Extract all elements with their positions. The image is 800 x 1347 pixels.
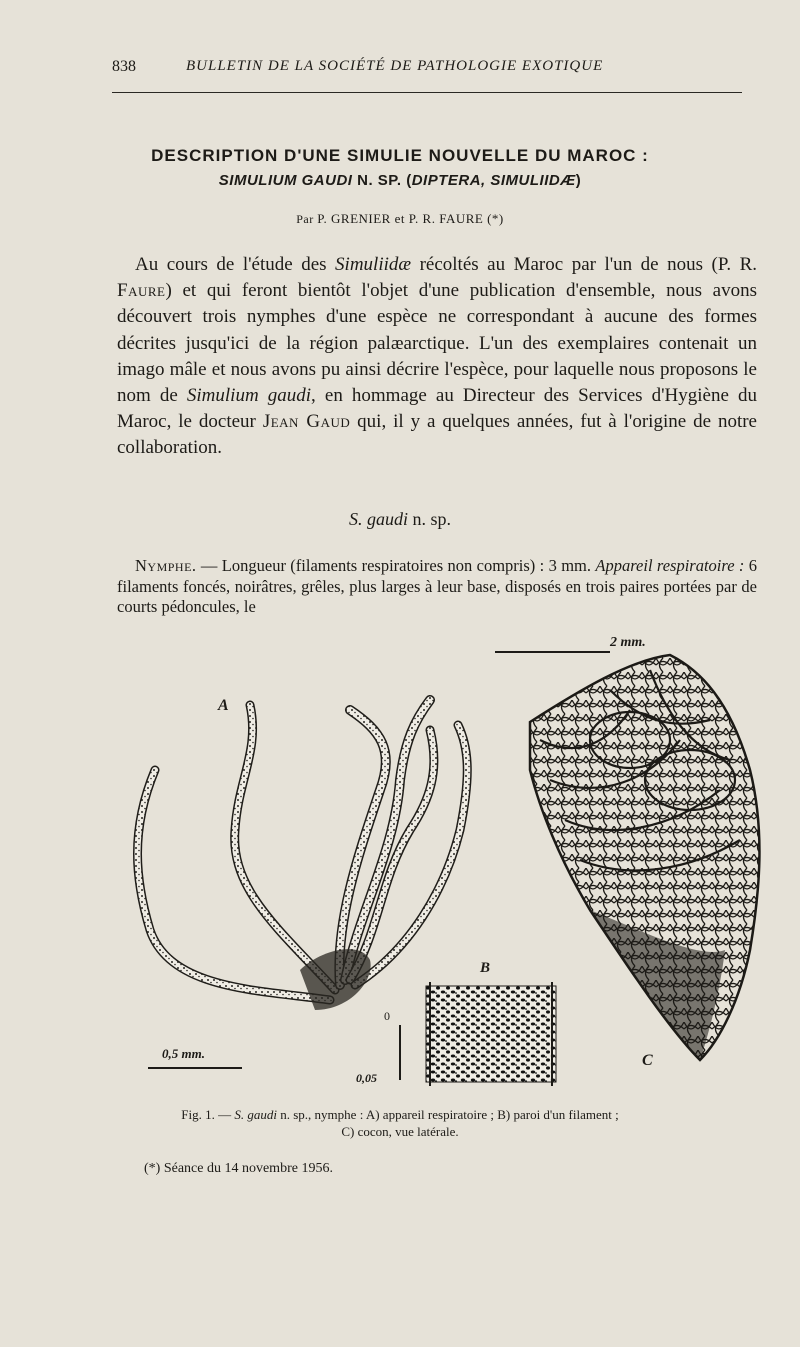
species-heading-name: S. gaudi <box>348 509 408 529</box>
subtitle-taxon: DIPTERA, SIMULIIDÆ <box>411 172 576 189</box>
scale-label-a: 0,5 mm. <box>162 1046 205 1061</box>
text-run: — Longueur (filaments respiratoires non compris) : 3 mm. <box>196 556 592 575</box>
subtitle-species: SIMULIUM GAUDI <box>218 172 353 189</box>
text-run: qui, il y a quelques années, fut à l'origine de notre collaboration. <box>117 411 757 459</box>
authors-prefix: Par <box>296 212 318 226</box>
caption-line-1 <box>0 1106 800 1123</box>
person-name-gaud: Jean Gaud <box>262 411 351 433</box>
header-rule <box>112 92 742 93</box>
author-name-faure: Faure <box>117 280 166 302</box>
scale-label-b-top: 0 <box>384 1009 390 1023</box>
page-number: 838 <box>112 58 136 75</box>
label-c: C <box>642 1052 653 1069</box>
caption-text: n. sp., nymphe : A) appareil respiratoire ; B) paroi d'un filament ; <box>277 1107 619 1122</box>
text-run: récoltés au Maroc par l'un de nous (P. R. <box>411 254 758 275</box>
text-run: Au cours de l'étude des <box>135 254 336 275</box>
figure-caption <box>0 1106 800 1140</box>
caption-line-2: C) cocon, vue latérale. <box>341 1124 459 1139</box>
paragraph-nymph <box>117 556 757 618</box>
paragraph-intro <box>117 252 757 462</box>
subtitle-nsp: N. SP. ( <box>352 172 412 189</box>
journal-title: BULLETIN DE LA SOCIÉTÉ DE PATHOLOGIE EXOTIQUE <box>186 58 604 74</box>
subtitle-close: ) <box>575 172 582 189</box>
authors: P. GRENIER et P. R. FAURE (*) <box>317 211 504 226</box>
subsection-label: Appareil respiratoire : <box>595 556 745 575</box>
text-run: 6 filaments foncés, noirâtres, grêles, plus larges à leur base, disposés en trois paires portées par de courts pédoncules, le <box>117 556 758 616</box>
article-title: DESCRIPTION D'UNE SIMULIE NOUVELLE DU MAROC : <box>151 146 649 165</box>
species-name: Simulium gaudi <box>186 385 312 407</box>
drawing-a-respiratory-filaments <box>138 700 468 1010</box>
scale-label-b: 0,05 <box>356 1071 377 1085</box>
taxon-simuliidae: Simuliidæ <box>335 254 412 275</box>
drawing-b-filament-wall <box>426 982 556 1086</box>
species-heading-rest: n. sp. <box>408 509 452 529</box>
authors-line <box>0 211 800 227</box>
label-a: A <box>218 697 229 714</box>
caption-species: S. gaudi <box>234 1107 277 1122</box>
section-label-nymphe: Nymphe. <box>135 556 197 575</box>
label-b: B <box>480 960 491 976</box>
scale-label-c: 2 mm. <box>610 635 646 650</box>
text-run: , en hommage au Directeur des Services d'Hygiène du Maroc, le docteur <box>117 385 757 433</box>
footnote: (*) Séance du 14 novembre 1956. <box>144 1161 333 1176</box>
text-run: ) et qui feront bientôt l'objet d'une publication d'ensemble, nous avons découvert trois nymphes d'une espèce ne correspondant à aucune des formes décrites jusqu'ici de la région palæarctique. L'un des exemplaires contenait un imago mâle et nous avons pu ainsi décrire l'espèce, pour laquelle nous proposons le nom de <box>117 280 757 407</box>
caption-prefix: Fig. 1. — <box>181 1107 235 1122</box>
running-head <box>112 58 690 80</box>
species-heading <box>0 509 800 530</box>
article-subtitle <box>0 172 800 189</box>
figure-1 <box>110 630 770 1100</box>
